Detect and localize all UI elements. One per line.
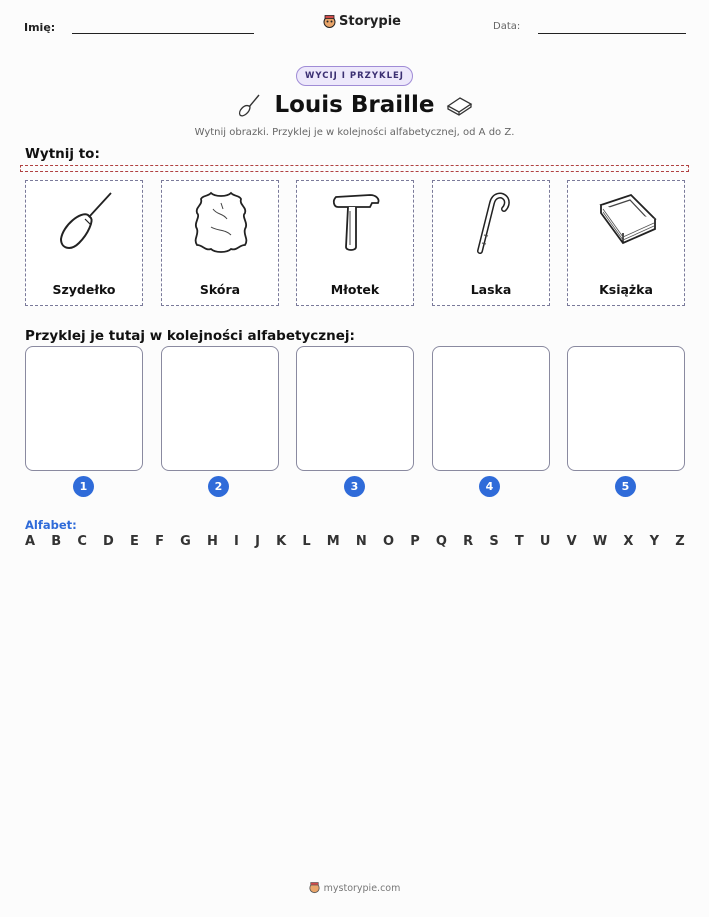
alphabet-row bbox=[25, 534, 685, 549]
alphabet-letter: G bbox=[180, 534, 191, 549]
alphabet-letter: O bbox=[382, 534, 395, 549]
card-label: Szydełko bbox=[52, 282, 116, 297]
cut-card-book[interactable] bbox=[567, 180, 685, 306]
alphabet-letter: T bbox=[514, 534, 524, 549]
brand-name: Storypie bbox=[339, 14, 401, 29]
storypie-mascot-icon bbox=[323, 15, 336, 29]
alphabet-letter: J bbox=[255, 534, 260, 549]
book-icon bbox=[444, 94, 474, 118]
footer bbox=[0, 882, 709, 897]
slot-number-badge: 4 bbox=[479, 476, 500, 497]
alphabet-letter: C bbox=[77, 534, 87, 549]
alphabet-letter: B bbox=[51, 534, 62, 549]
alphabet-letter: X bbox=[623, 534, 634, 549]
alphabet-letter: A bbox=[25, 534, 36, 549]
alphabet-letter: E bbox=[130, 534, 139, 549]
alphabet-letter: Q bbox=[435, 534, 447, 549]
cut-dashed-line bbox=[20, 165, 689, 172]
cane-icon bbox=[462, 189, 522, 255]
alphabet-letter: R bbox=[463, 534, 474, 549]
storypie-mascot-icon bbox=[309, 882, 320, 894]
alphabet-letter: Y bbox=[649, 534, 660, 549]
slot-number-badge: 2 bbox=[208, 476, 229, 497]
date-label: Data: bbox=[493, 21, 521, 32]
leather-hide-icon bbox=[191, 189, 251, 255]
alphabet-letter: V bbox=[566, 534, 577, 549]
card-label: Młotek bbox=[330, 282, 380, 297]
alphabet-letter: D bbox=[103, 534, 114, 549]
cut-heading: Wytnij to: bbox=[25, 146, 100, 162]
alphabet-letter: F bbox=[155, 534, 164, 549]
alphabet-letter: L bbox=[302, 534, 311, 549]
alphabet-letter: Z bbox=[675, 534, 685, 549]
alphabet-letter: M bbox=[326, 534, 340, 549]
book-icon bbox=[597, 189, 657, 255]
card-label: Skóra bbox=[199, 282, 241, 297]
awl-icon bbox=[55, 189, 115, 255]
card-label: Laska bbox=[470, 282, 512, 297]
slot-number-badge: 5 bbox=[615, 476, 636, 497]
alphabet-letter: P bbox=[410, 534, 420, 549]
activity-tag: WYCIJ I PRZYKLEJ bbox=[296, 66, 413, 86]
alphabet-letter: K bbox=[276, 534, 287, 549]
alphabet-letter: N bbox=[355, 534, 367, 549]
alphabet-letter: W bbox=[592, 534, 608, 549]
page-title: Louis Braille bbox=[274, 92, 435, 118]
paste-slot-5[interactable] bbox=[567, 346, 685, 471]
cut-card-cane[interactable] bbox=[432, 180, 550, 306]
slot-number-badge: 1 bbox=[73, 476, 94, 497]
name-line[interactable] bbox=[72, 33, 254, 34]
instructions: Wytnij obrazki. Przyklej je w kolejności alfabetycznej, od A do Z. bbox=[194, 127, 515, 138]
hammer-icon bbox=[326, 189, 386, 255]
paste-slot-2[interactable] bbox=[161, 346, 279, 471]
paste-slot-1[interactable] bbox=[25, 346, 143, 471]
cut-card-leather[interactable] bbox=[161, 180, 279, 306]
cut-card-awl[interactable] bbox=[25, 180, 143, 306]
paste-slot-4[interactable] bbox=[432, 346, 550, 471]
alphabet-letter: H bbox=[206, 534, 218, 549]
slot-number-badge: 3 bbox=[344, 476, 365, 497]
alphabet-letter: I bbox=[234, 534, 239, 549]
card-label: Książka bbox=[599, 282, 653, 297]
cut-card-hammer[interactable] bbox=[296, 180, 414, 306]
brand-logo bbox=[323, 14, 401, 29]
paste-slot-3[interactable] bbox=[296, 346, 414, 471]
alphabet-letter: U bbox=[539, 534, 551, 549]
paste-heading: Przyklej je tutaj w kolejności alfabetycznej: bbox=[25, 328, 355, 344]
alphabet-letter: S bbox=[489, 534, 499, 549]
name-label: Imię: bbox=[24, 21, 56, 34]
alphabet-label: Alfabet: bbox=[25, 518, 77, 532]
date-line[interactable] bbox=[538, 33, 686, 34]
footer-site-link[interactable]: mystorypie.com bbox=[323, 882, 401, 894]
